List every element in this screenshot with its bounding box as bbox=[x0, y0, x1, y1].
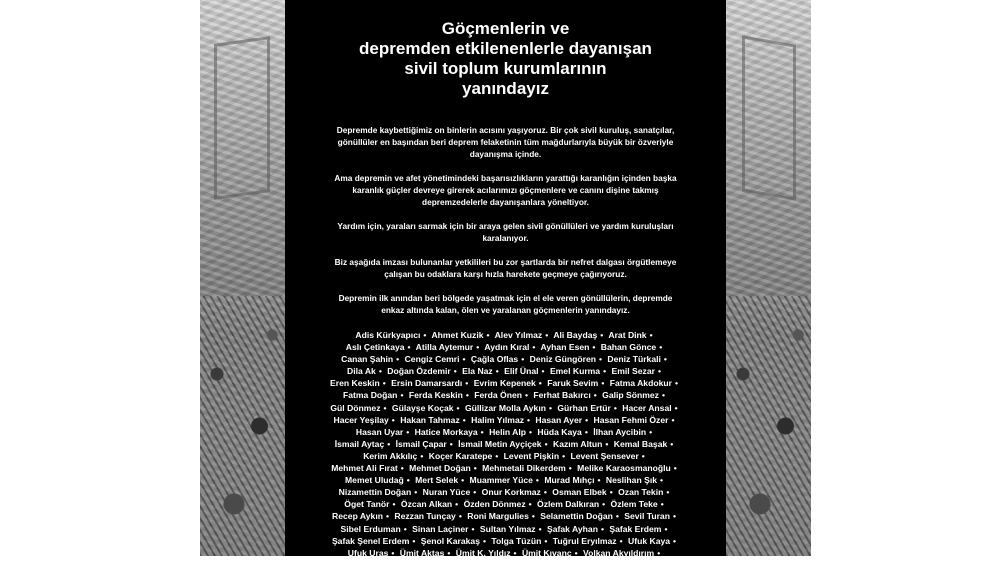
signatory-name: Fatma Doğan bbox=[343, 390, 398, 401]
signatory-name: Elif Ünal bbox=[504, 366, 539, 377]
signatory-name: Atilla Aytemur bbox=[415, 342, 474, 353]
signatory-name: Deniz Türkali bbox=[607, 354, 661, 365]
bullet-separator: • bbox=[456, 402, 460, 413]
title-line: sivil toplum kurumlarının bbox=[404, 59, 607, 78]
signatory-name: Ayhan Esen bbox=[540, 342, 590, 353]
signatory-name: Aslı Çetinkaya bbox=[345, 342, 405, 353]
signatory-name: Şafak Şenel Erdem bbox=[331, 535, 410, 546]
signatory-name: Recep Aykın bbox=[332, 511, 383, 522]
signatory-name: Çağla Oflas bbox=[470, 354, 519, 365]
bullet-separator: • bbox=[382, 378, 386, 389]
signatory-name: Yıldız Önen bbox=[553, 559, 601, 570]
earthquake-rubble-photo-right bbox=[726, 0, 811, 556]
bullet-separator: • bbox=[495, 366, 499, 377]
signatory-name: Levent Şensever bbox=[570, 450, 639, 461]
signatory-name: Hasan Ayer bbox=[535, 414, 583, 425]
bullet-separator: • bbox=[527, 414, 531, 425]
signatory-name: Koçer Karatepe bbox=[428, 450, 493, 461]
signatory-name: Sevil Turan bbox=[624, 511, 670, 522]
bullet-separator: • bbox=[396, 354, 400, 365]
bullet-separator: • bbox=[403, 523, 407, 534]
signatory-name: Yusuf Özmen bbox=[611, 559, 666, 570]
bullet-separator: • bbox=[672, 511, 676, 522]
signatory-name: Ozan Tekin bbox=[618, 487, 664, 498]
signatory-name: Hüda Kaya bbox=[537, 426, 582, 437]
signatory-name: Gülayşe Koçak bbox=[391, 402, 454, 413]
building-frame-graphic bbox=[742, 35, 796, 201]
signatory-name: Osman Elbek bbox=[552, 487, 607, 498]
signatory-name: Zeynep Tanbay bbox=[441, 571, 504, 582]
signatory-name: Memet Uludağ bbox=[345, 475, 404, 486]
signatory-name: Şenol Karakaş bbox=[420, 535, 480, 546]
bullet-separator: • bbox=[641, 450, 645, 461]
bullet-separator: • bbox=[531, 511, 535, 522]
signatory-name: Şafak Ayhan bbox=[547, 523, 598, 534]
bullet-separator: • bbox=[391, 547, 395, 558]
signatory-name: Sultan Yılmaz bbox=[479, 523, 536, 534]
signatory-name: Deniz Güngören bbox=[529, 354, 596, 365]
bullet-separator: • bbox=[400, 463, 404, 474]
bullet-separator: • bbox=[663, 354, 667, 365]
bullet-separator: • bbox=[482, 535, 486, 546]
bullet-separator: • bbox=[664, 523, 668, 534]
bullet-separator: • bbox=[528, 499, 532, 510]
signatory-name: Galip Sönmez bbox=[602, 390, 659, 401]
bullet-separator: • bbox=[462, 414, 466, 425]
bullet-separator: • bbox=[671, 414, 675, 425]
signatory-name: Ahmet Kuzik bbox=[431, 330, 484, 340]
signatory-name: Yıldıray Oğur bbox=[488, 559, 543, 570]
signatory-name: Adis Kürkyapıcı bbox=[355, 330, 421, 340]
signatory-name: Sinan Laçiner bbox=[412, 523, 469, 534]
bullet-separator: • bbox=[387, 438, 391, 449]
bullet-separator: • bbox=[461, 475, 465, 486]
signatory-name: Yetvart Danzikyan bbox=[403, 559, 477, 570]
bullet-separator: • bbox=[465, 390, 469, 401]
statement-paragraph: Depremin ilk anından beri bölgede yaşatmak için el ele veren gönüllülerin, depremde enkaz altında kalan, ölen ve yaralanan göçmenlerin yanındayız. bbox=[338, 293, 673, 315]
bullet-separator: • bbox=[420, 450, 424, 461]
bullet-separator: • bbox=[535, 475, 539, 486]
bullet-separator: • bbox=[414, 487, 418, 498]
bullet-separator: • bbox=[605, 438, 609, 449]
bullet-separator: • bbox=[574, 547, 578, 558]
signatory-name: Ümit K. Yıldız bbox=[455, 547, 511, 558]
bullet-separator: • bbox=[603, 366, 607, 377]
bullet-separator: • bbox=[613, 402, 617, 413]
bullet-separator: • bbox=[545, 559, 549, 570]
signatory-name: Özcan Alkan bbox=[400, 499, 453, 510]
bullet-separator: • bbox=[506, 571, 510, 582]
bullet-separator: • bbox=[568, 463, 572, 474]
bullet-separator: • bbox=[495, 450, 499, 461]
bullet-separator: • bbox=[407, 342, 411, 353]
bullet-separator: • bbox=[521, 354, 525, 365]
bullet-separator: • bbox=[666, 487, 670, 498]
bullet-separator: • bbox=[462, 354, 466, 365]
bullet-separator: • bbox=[674, 378, 678, 389]
bullet-separator: • bbox=[597, 475, 601, 486]
statement-body bbox=[329, 124, 682, 328]
signatory-name: Kazım Altun bbox=[553, 438, 603, 449]
bullet-separator: • bbox=[661, 390, 665, 401]
signatory-name: Dila Ak bbox=[347, 366, 376, 377]
bullet-separator: • bbox=[473, 463, 477, 474]
signatory-name: Nuran Yüce bbox=[422, 487, 471, 498]
bullet-separator: • bbox=[392, 499, 396, 510]
signatory-name: Ferda Önen bbox=[474, 390, 522, 401]
signatory-name: Melike Karaosmanoğlu bbox=[577, 463, 671, 474]
signatory-name: Hacer Yeşilay bbox=[333, 414, 389, 425]
bullet-separator: • bbox=[615, 511, 619, 522]
signatory-name: Zilan Akbulut bbox=[515, 571, 570, 582]
signatory-name: Eren Keskin bbox=[330, 378, 380, 389]
bullet-separator: • bbox=[657, 547, 661, 558]
building-frame-graphic bbox=[214, 36, 270, 200]
signatory-name: Hatice Morkaya bbox=[414, 426, 478, 437]
signatory-name: İsmail Çapar bbox=[395, 438, 447, 449]
signatory-name: Selamettin Doğan bbox=[540, 511, 613, 522]
signatory-name: Faruk Sevim bbox=[547, 378, 599, 389]
bullet-separator: • bbox=[455, 499, 459, 510]
signatory-name: Öget Tanör bbox=[344, 499, 390, 510]
bullet-separator: • bbox=[649, 426, 653, 437]
bullet-separator: • bbox=[473, 487, 477, 498]
bullet-separator: • bbox=[600, 330, 604, 340]
signatory-name: Mehmet Doğan bbox=[409, 463, 471, 474]
signatory-name: Rezzan Tunçay bbox=[394, 511, 456, 522]
signatory-name: Canan Şahin bbox=[341, 354, 394, 365]
earthquake-rubble-photo-left bbox=[200, 0, 285, 556]
statement-paragraph: Ama depremin ve afet yönetimindeki başarısızlıkların yarattığı karanlığın içinden başka karanlık güçler devreye girerek acılarımızı göçmenlere ve canını dişine takmış depremzedelerle dayanışanlara yöneltiyor. bbox=[334, 173, 677, 207]
bullet-separator: • bbox=[668, 559, 672, 570]
bullet-separator: • bbox=[670, 438, 674, 449]
title-line: Göçmenlerin ve bbox=[441, 19, 570, 38]
bullet-separator: • bbox=[538, 523, 542, 534]
signatory-name: Ferda Keskin bbox=[408, 390, 463, 401]
bullet-separator: • bbox=[476, 342, 480, 353]
bullet-separator: • bbox=[465, 378, 469, 389]
bullet-separator: • bbox=[513, 547, 517, 558]
bullet-separator: • bbox=[657, 366, 661, 377]
bullet-separator: • bbox=[600, 523, 604, 534]
signatory-name: Arat Dink bbox=[608, 330, 647, 340]
signatory-name: Nizamettin Doğan bbox=[338, 487, 412, 498]
signatory-name: Yasin Altıntaş bbox=[336, 559, 393, 570]
bullet-separator: • bbox=[602, 499, 606, 510]
signatory-name: Neslihan Şık bbox=[605, 475, 657, 486]
signatory-name: Muammer Yüce bbox=[469, 475, 533, 486]
bullet-separator: • bbox=[584, 426, 588, 437]
statement-title bbox=[285, 19, 726, 99]
signatory-name: Gürhan Ertür bbox=[557, 402, 611, 413]
signatory-name: Hakan Tahmaz bbox=[400, 414, 460, 425]
signatory-name: Gül Dönmez bbox=[330, 402, 381, 413]
signatory-name: Kemal Başak bbox=[613, 438, 668, 449]
bullet-separator: • bbox=[674, 402, 678, 413]
signatory-name: Ufuk Kaya bbox=[628, 535, 671, 546]
signatory-name: Emel Kurma bbox=[549, 366, 601, 377]
title-line: yanındayız bbox=[462, 79, 549, 98]
bullet-separator: • bbox=[593, 390, 597, 401]
statement-panel bbox=[285, 0, 726, 582]
signatory-list bbox=[329, 329, 682, 583]
bullet-separator: • bbox=[406, 475, 410, 486]
signatory-name: Özlem Dalkıran bbox=[537, 499, 600, 510]
signatory-name: Tuğrul Eryılmaz bbox=[552, 535, 617, 546]
signatory-name: İsmail Aytaç bbox=[334, 438, 385, 449]
signatory-name: Ferhat Bakırcı bbox=[533, 390, 591, 401]
statement-paragraph: Yardım için, yaraları sarmak için bir araya gelen sivil gönüllüleri ve yardım kuruluşları karalanıyor. bbox=[337, 221, 674, 243]
signatory-name: İlhan Aycibin bbox=[593, 426, 647, 437]
bullet-separator: • bbox=[609, 487, 613, 498]
signatory-name: Hacer Ansal bbox=[622, 402, 672, 413]
bullet-separator: • bbox=[406, 426, 410, 437]
bullet-separator: • bbox=[585, 414, 589, 425]
signatory-name: Roni Margulies bbox=[467, 511, 529, 522]
signatory-name: Ümit Aktaş bbox=[399, 547, 445, 558]
bullet-separator: • bbox=[548, 402, 552, 413]
bullet-separator: • bbox=[395, 559, 399, 570]
signatory-name: Mert Selek bbox=[415, 475, 459, 486]
bullet-separator: • bbox=[601, 378, 605, 389]
bullet-separator: • bbox=[378, 366, 382, 377]
signatory-name: Ufuk Uras bbox=[347, 547, 389, 558]
bullet-separator: • bbox=[532, 342, 536, 353]
bullet-separator: • bbox=[400, 390, 404, 401]
signatory-name: Hasan Fehmi Özer bbox=[593, 414, 669, 425]
signatory-name: Ali Baydaş bbox=[553, 330, 598, 340]
signatory-name: Cengiz Cemri bbox=[404, 354, 460, 365]
signatory-name: Aydın Kıral bbox=[484, 342, 530, 353]
signatory-name: Mehmet Ali Fırat bbox=[331, 463, 398, 474]
signatory-name: Ümit Kıvanç bbox=[521, 547, 572, 558]
bullet-separator: • bbox=[423, 330, 427, 340]
signatory-name: Kerim Akkılıç bbox=[363, 450, 418, 461]
signatory-name: Alev Yılmaz bbox=[494, 330, 543, 340]
bullet-separator: • bbox=[673, 463, 677, 474]
signatory-name: Mehmetali Dikerdem bbox=[482, 463, 566, 474]
signatory-name: Özden Dönmez bbox=[463, 499, 526, 510]
bullet-separator: • bbox=[598, 354, 602, 365]
bullet-separator: • bbox=[453, 366, 457, 377]
bullet-separator: • bbox=[649, 330, 653, 340]
bullet-separator: • bbox=[544, 535, 548, 546]
signatory-name: Volkan Akyıldırım bbox=[583, 547, 655, 558]
bullet-separator: • bbox=[529, 426, 533, 437]
bullet-separator: • bbox=[659, 342, 663, 353]
signatory-name: Fatma Akdokur bbox=[609, 378, 672, 389]
signatory-name: İsmail Metin Ayçiçek bbox=[458, 438, 542, 449]
rubble-graphic bbox=[200, 296, 285, 556]
bullet-separator: • bbox=[471, 523, 475, 534]
signatory-name: Evrim Kepenek bbox=[473, 378, 536, 389]
signatory-name: Şafak Erdem bbox=[609, 523, 662, 534]
title-line: depremden etkilenenlerle dayanışan bbox=[359, 39, 652, 58]
bullet-separator: • bbox=[480, 426, 484, 437]
bullet-separator: • bbox=[544, 438, 548, 449]
bullet-separator: • bbox=[385, 511, 389, 522]
bullet-separator: • bbox=[383, 402, 387, 413]
signatory-name: Emil Sezar bbox=[611, 366, 655, 377]
signatory-name: Doğan Özdemir bbox=[387, 366, 451, 377]
bullet-separator: • bbox=[541, 366, 545, 377]
signatory-name: Ela Naz bbox=[462, 366, 493, 377]
signatory-name: Levent Pişkin bbox=[503, 450, 560, 461]
bullet-separator: • bbox=[449, 438, 453, 449]
bullet-separator: • bbox=[562, 450, 566, 461]
bullet-separator: • bbox=[391, 414, 395, 425]
signatory-name: Tolga Tüzün bbox=[491, 535, 542, 546]
bullet-separator: • bbox=[479, 559, 483, 570]
bullet-separator: • bbox=[538, 378, 542, 389]
signatory-name: Onur Korkmaz bbox=[481, 487, 541, 498]
bullet-separator: • bbox=[673, 535, 677, 546]
signatory-name: Bahan Gönce bbox=[600, 342, 657, 353]
bullet-separator: • bbox=[486, 330, 490, 340]
signatory-name: Halim Yılmaz bbox=[471, 414, 525, 425]
signatory-name: Ersin Damarsardı bbox=[391, 378, 463, 389]
statement-paragraph: Depremde kaybettiğimiz on binlerin acısını yaşıyoruz. Bir çok sivil kuruluş, sanatçılar, gönüllüler en başından beri deprem felaketinin tüm mağdurlarıyla büyük bir özveriyle dayanışma içinde. bbox=[336, 125, 675, 159]
bullet-separator: • bbox=[660, 499, 664, 510]
bullet-separator: • bbox=[458, 511, 462, 522]
bullet-separator: • bbox=[619, 535, 623, 546]
signatory-name: Özlem Teke bbox=[610, 499, 658, 510]
bullet-separator: • bbox=[545, 330, 549, 340]
signatory-name: Helin Alp bbox=[489, 426, 526, 437]
signatory-name: Güllizar Molla Aykın bbox=[464, 402, 546, 413]
bullet-separator: • bbox=[543, 487, 547, 498]
bullet-separator: • bbox=[412, 535, 416, 546]
signatory-name: Murad Mıhçı bbox=[544, 475, 595, 486]
bullet-separator: • bbox=[592, 342, 596, 353]
statement-paragraph: Biz aşağıda imzası bulunanlar yetkilileri bu zor şartlarda bir nefret dalgası örgütlemeye çalışan bu odaklara karşı hızla harekete geçmeye çağırıyoruz. bbox=[334, 257, 677, 279]
bullet-separator: • bbox=[525, 390, 529, 401]
bullet-separator: • bbox=[603, 559, 607, 570]
rubble-graphic bbox=[726, 296, 811, 556]
signatory-name: Sibel Erduman bbox=[340, 523, 401, 534]
bullet-separator: • bbox=[447, 547, 451, 558]
bullet-separator: • bbox=[659, 475, 663, 486]
signatory-name: Hasan Uyar bbox=[355, 426, 404, 437]
